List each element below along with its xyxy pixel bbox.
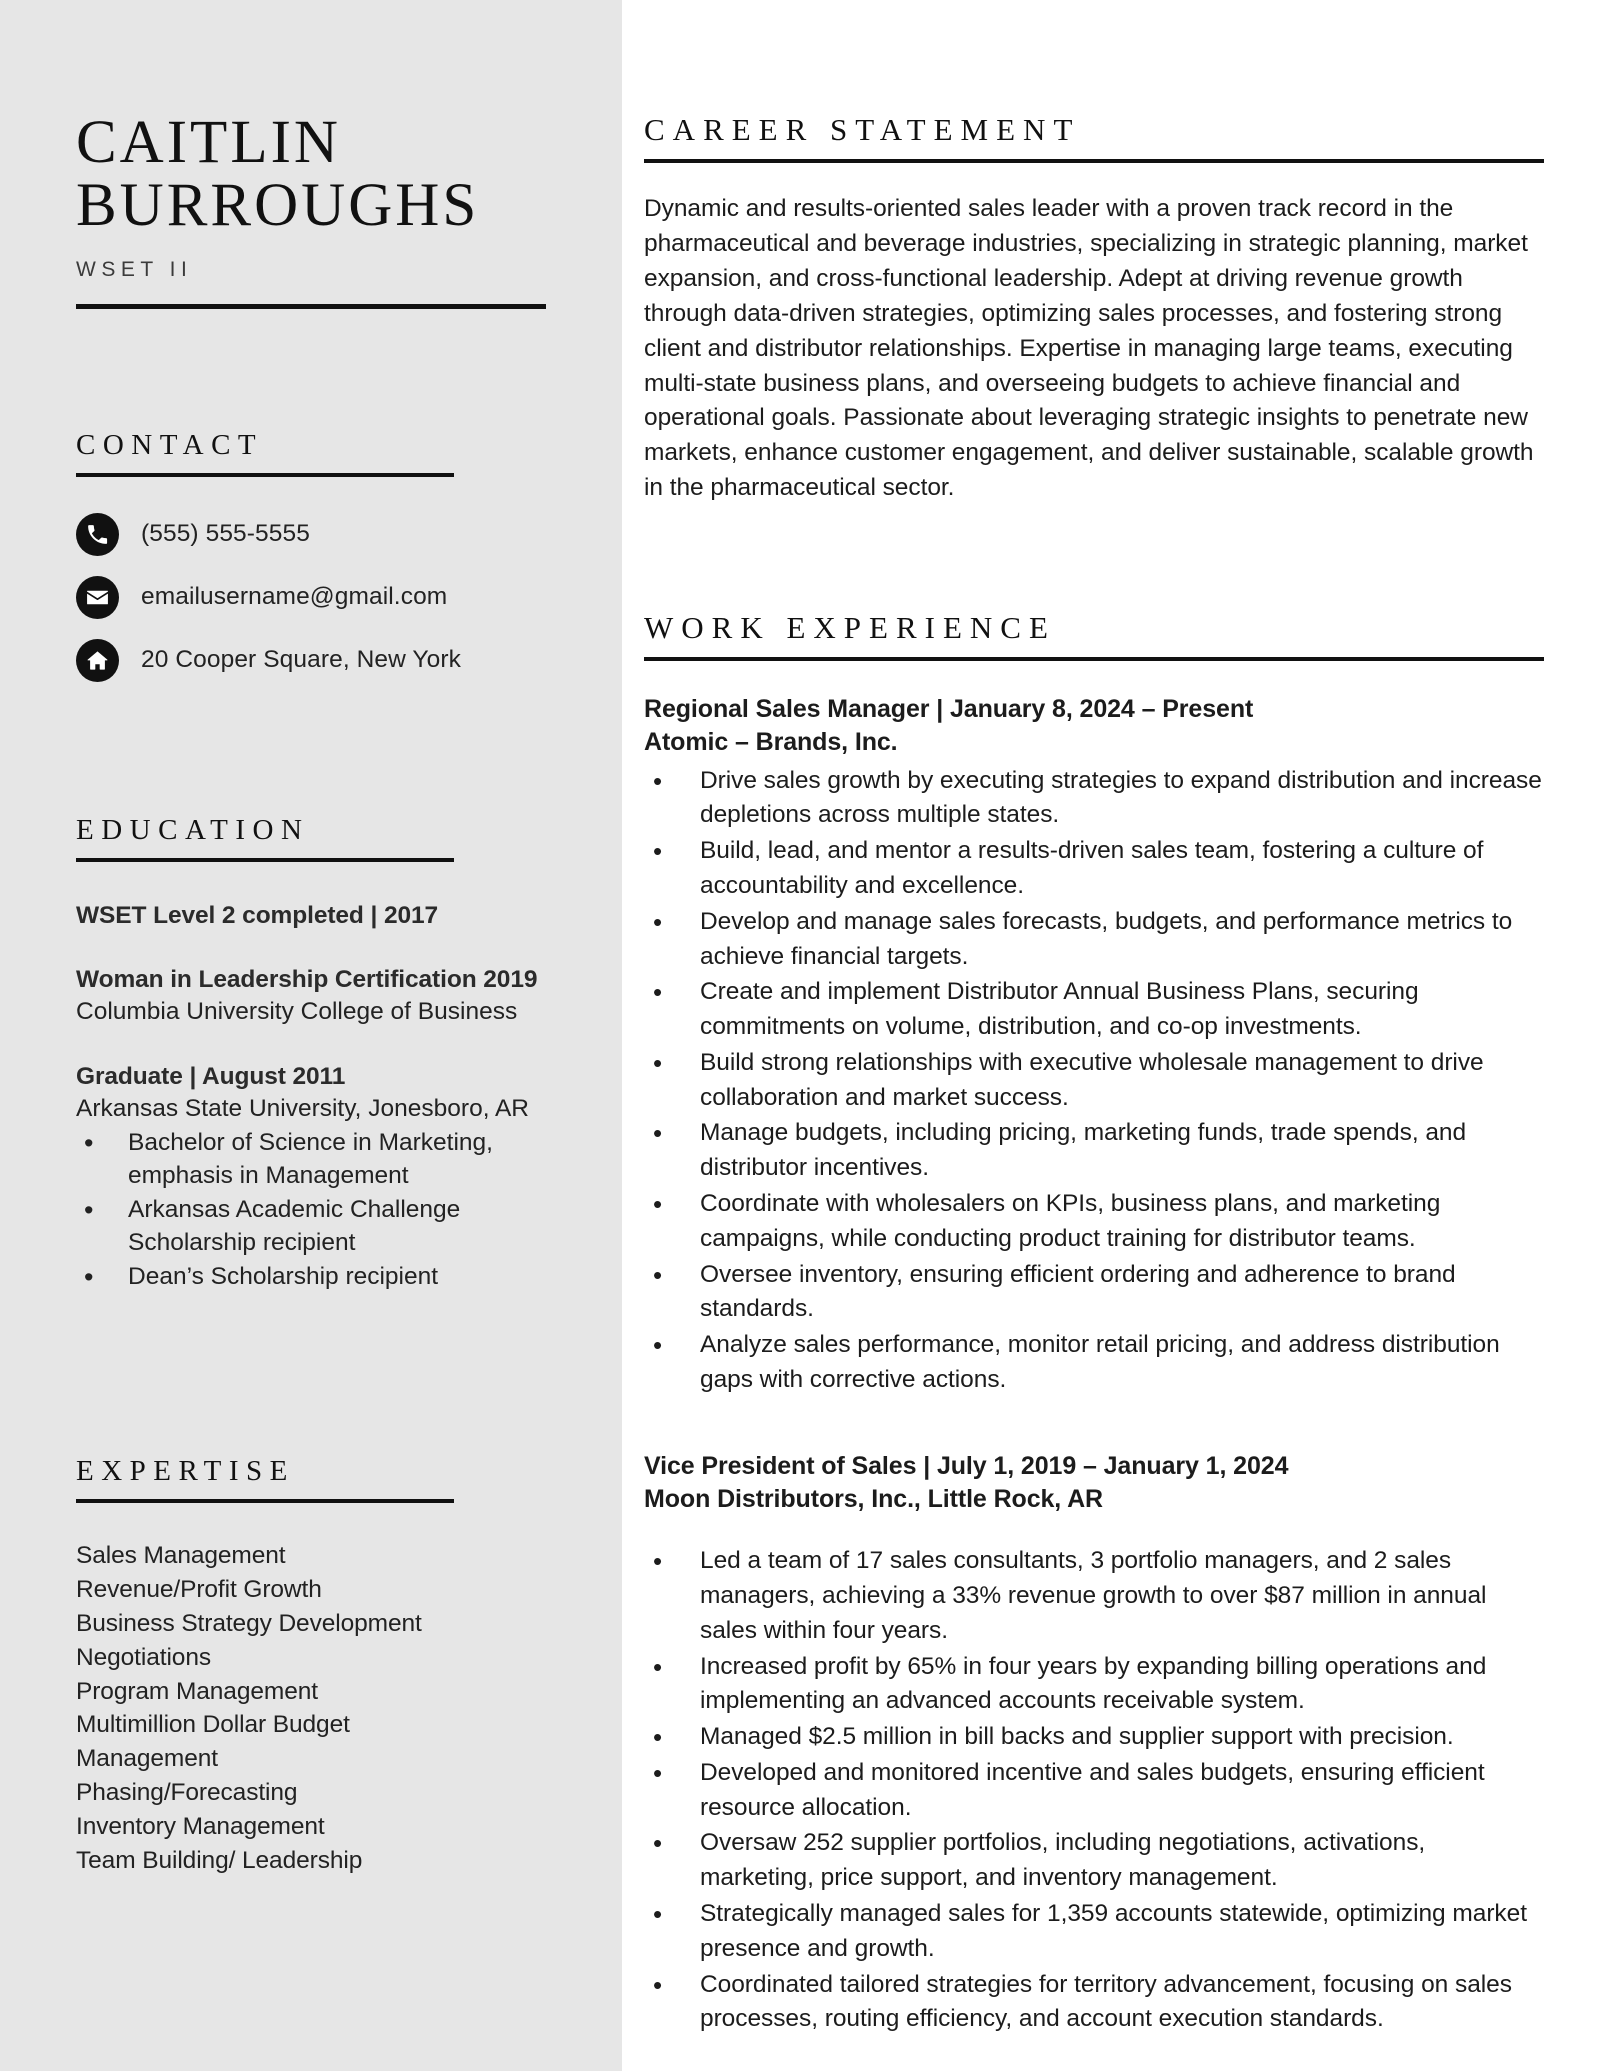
job-bullet-list <box>644 1544 1544 2037</box>
list-item: • Led a team of 17 sales consultants, 3 portfolio managers, and 2 sales managers, achieving a 33% revenue growth to over $87 million in annual sales within four years. <box>644 1544 1544 1648</box>
job-entry <box>644 1450 1544 2037</box>
list-item: • Develop and manage sales forecasts, budgets, and performance metrics to achieve financial targets. <box>644 905 1544 975</box>
list-item: Team Building/ Leadership <box>76 1846 363 1874</box>
list-item: • Manage budgets, including pricing, marketing funds, trade spends, and distributor incentives. <box>644 1116 1544 1186</box>
education-title: WSET Level 2 completed | 2017 <box>76 901 439 929</box>
list-item: Sales Management <box>76 1542 286 1570</box>
phone-value: (555) 555-5555 <box>141 520 310 548</box>
list-item: • Dean’s Scholarship recipient <box>76 1261 562 1294</box>
education-section <box>76 702 562 1294</box>
contact-row-email[interactable] <box>76 576 562 619</box>
education-bullet-list <box>76 1127 562 1293</box>
list-item: • Coordinate with wholesalers on KPIs, business plans, and marketing campaigns, while conducting product training for distributor teams. <box>644 1187 1544 1257</box>
list-item: • Increased profit by 65% in four years by expanding billing operations and implementing an advanced accounts receivable system. <box>644 1650 1544 1720</box>
phone-icon <box>76 513 119 556</box>
list-item: • Build strong relationships with executive wholesale management to drive collaboration and market success. <box>644 1046 1544 1116</box>
contact-heading: CONTACT <box>76 428 264 461</box>
main-content <box>622 0 1600 2071</box>
education-heading: EDUCATION <box>76 813 310 846</box>
work-experience-divider <box>644 657 1544 661</box>
expertise-heading-divider <box>76 1499 454 1503</box>
address-value: 20 Cooper Square, New York <box>141 646 461 674</box>
list-item: • Arkansas Academic Challenge Scholarship recipient <box>76 1194 562 1260</box>
candidate-subtitle: WSET II <box>76 257 193 281</box>
envelope-icon <box>76 576 119 619</box>
list-item: • Developed and monitored incentive and sales budgets, ensuring efficient resource allocation. <box>644 1756 1544 1826</box>
expertise-list <box>76 1539 562 1877</box>
list-item: • Coordinated tailored strategies for territory advancement, focusing on sales processes, routing efficiency, and account execution standards. <box>644 1968 1544 2038</box>
list-item: Management <box>76 1745 219 1773</box>
education-title: Woman in Leadership Certification 2019 <box>76 965 538 993</box>
job-entry <box>644 693 1544 1398</box>
job-company: Moon Distributors, Inc., Little Rock, AR <box>644 1484 1103 1513</box>
expertise-section <box>76 1325 562 1877</box>
work-experience-heading: WORK EXPERIENCE <box>644 610 1056 646</box>
expertise-heading: EXPERTISE <box>76 1455 295 1488</box>
contact-list <box>76 513 562 682</box>
education-title: Graduate | August 2011 <box>76 1062 346 1090</box>
name-block <box>76 109 562 309</box>
home-icon <box>76 639 119 682</box>
list-item: Multimillion Dollar Budget <box>76 1711 350 1739</box>
list-item: • Bachelor of Science in Marketing, emphasis in Management <box>76 1127 562 1193</box>
education-heading-divider <box>76 858 454 862</box>
list-item: • Drive sales growth by executing strategies to expand distribution and increase depletions across multiple states. <box>644 764 1544 834</box>
education-entry <box>76 900 562 932</box>
education-entry <box>76 964 562 1029</box>
career-statement-divider <box>644 159 1544 163</box>
sidebar <box>0 0 622 2071</box>
list-item: • Oversaw 252 supplier portfolios, including negotiations, activations, marketing, price support, and inventory management. <box>644 1826 1544 1896</box>
list-item: • Build, lead, and mentor a results-driven sales team, fostering a culture of accountability and excellence. <box>644 834 1544 904</box>
candidate-first-name: CAITLIN <box>76 109 341 176</box>
candidate-last-name: BURROUGHS <box>76 171 480 239</box>
education-entry <box>76 1061 562 1294</box>
list-item: • Managed $2.5 million in bill backs and supplier support with precision. <box>644 1720 1544 1755</box>
contact-row-address[interactable] <box>76 639 562 682</box>
contact-heading-divider <box>76 473 454 477</box>
list-item: Inventory Management <box>76 1812 325 1840</box>
education-list <box>76 900 562 1294</box>
education-institution: Columbia University College of Business <box>76 998 518 1026</box>
contact-row-phone[interactable] <box>76 513 562 556</box>
list-item: Revenue/Profit Growth <box>76 1576 322 1604</box>
list-item: • Strategically managed sales for 1,359 accounts statewide, optimizing market presence and growth. <box>644 1897 1544 1967</box>
list-item: • Create and implement Distributor Annual Business Plans, securing commitments on volume, distribution, and co-op investments. <box>644 975 1544 1045</box>
education-institution: Arkansas State University, Jonesboro, AR <box>76 1094 529 1122</box>
list-item: • Oversee inventory, ensuring efficient ordering and adherence to brand standards. <box>644 1258 1544 1328</box>
career-statement-section <box>644 112 1544 506</box>
job-company: Atomic – Brands, Inc. <box>644 728 898 757</box>
job-bullet-list <box>644 764 1544 1398</box>
work-experience-section <box>644 610 1544 2037</box>
email-value: emailusername@gmail.com <box>141 583 448 611</box>
job-title: Vice President of Sales | July 1, 2019 – January 1, 2024 <box>644 1451 1289 1480</box>
list-item: Phasing/Forecasting <box>76 1779 298 1807</box>
list-item: Business Strategy Development <box>76 1610 422 1638</box>
list-item: Negotiations <box>76 1643 211 1671</box>
list-item: Program Management <box>76 1677 318 1705</box>
career-statement-heading: CAREER STATEMENT <box>644 112 1081 147</box>
job-title: Regional Sales Manager | January 8, 2024 – Present <box>644 695 1254 724</box>
career-statement-body: Dynamic and results-oriented sales leader with a proven track record in the pharmaceutical and beverage industries, specializing in strategic planning, market expansion, and cross-functional leadership. Adept at driving revenue growth through data-driven strategies, optimizing sales processes, and fostering strong client and distributor relationships. Expertise in managing large teams, executing multi-state business plans, and overseeing budgets to achieve financial and operational goals. Passionate about leveraging strategic insights to penetrate new markets, enhance customer engagement, and deliver sustainable, scalable growth in the pharmaceutical sector. <box>644 195 1534 502</box>
contact-section <box>76 309 562 682</box>
list-item: • Analyze sales performance, monitor retail pricing, and address distribution gaps with corrective actions. <box>644 1328 1544 1398</box>
